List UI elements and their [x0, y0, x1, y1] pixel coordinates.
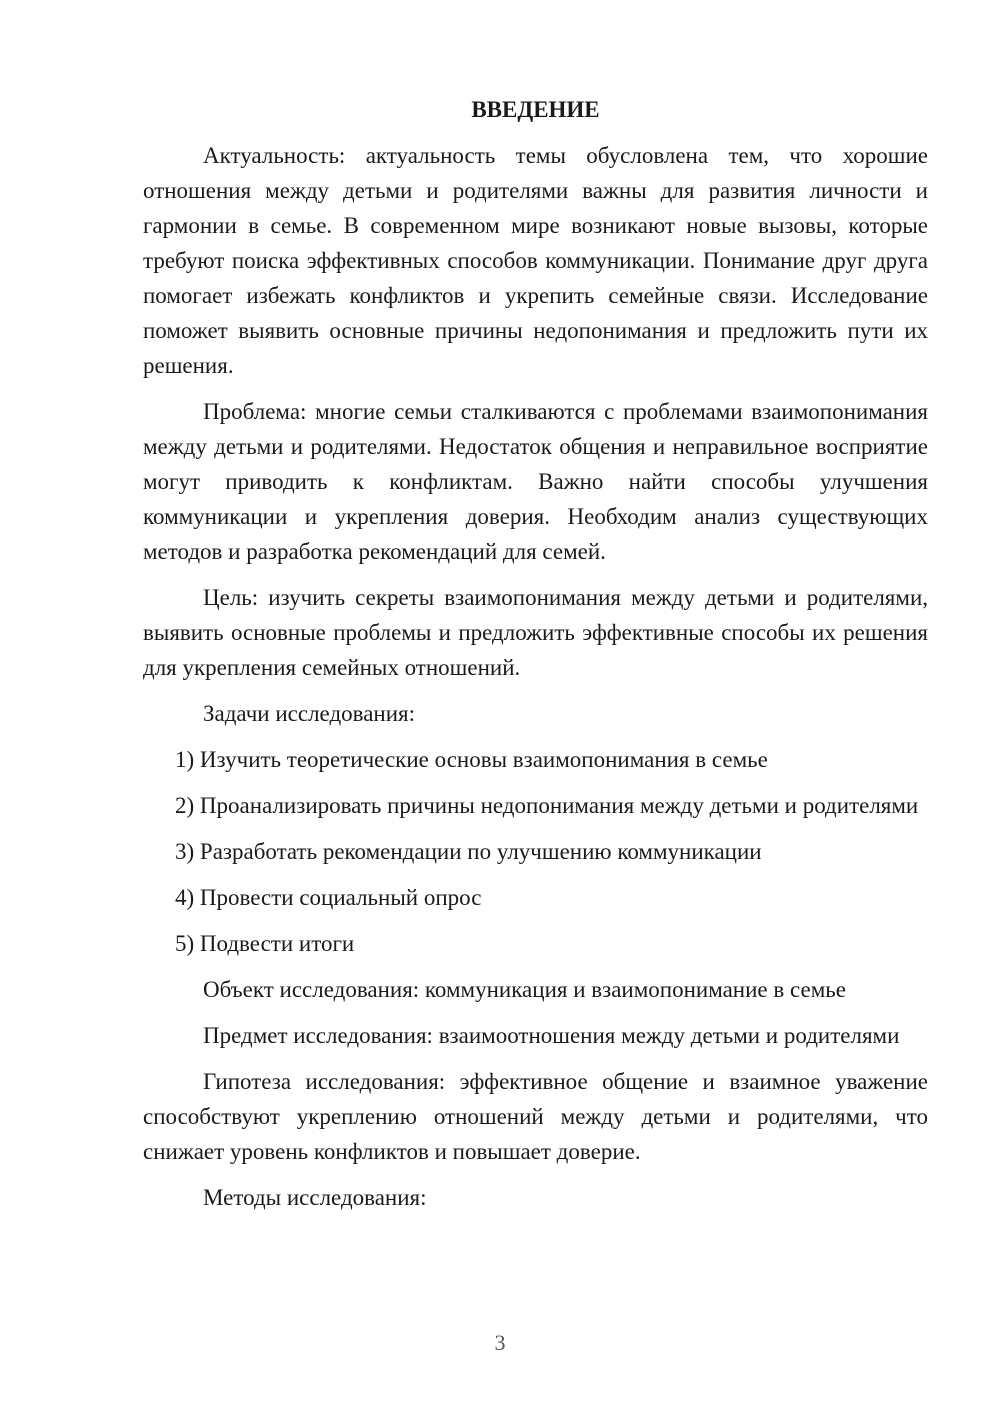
- paragraph-relevance: Актуальность: актуальность темы обусловлена тем, что хорошие отношения между детьми и родителями важны для развития личности и гармонии в семье. В современном мире возникают новые вызовы, которые требуют поиска эффективных способов коммуникации. Понимание друг друга помогает избежать конфликтов и укрепить семейные связи. Исследование поможет выявить основные причины недопонимания и предложить пути их решения.: [143, 143, 928, 378]
- paragraph-subject: Предмет исследования: взаимоотношения между детьми и родителями: [203, 1023, 900, 1048]
- paragraph-hypothesis: Гипотеза исследования: эффективное общение и взаимное уважение способствуют укреплению отношений между детьми и родителями, что снижает уровень конфликтов и повышает доверие.: [143, 1069, 928, 1164]
- paragraph-methods: Методы исследования:: [203, 1185, 427, 1210]
- paragraph-problem: Проблема: многие семьи сталкиваются с проблемами взаимопонимания между детьми и родителями. Недостаток общения и неправильное восприятие могут приводить к конфликтам. Важно найти способы улучшения коммуникации и укрепления доверия. Необходим анализ существующих методов и разработка рекомендаций для семей.: [143, 399, 928, 564]
- task-item-2: 2) Проанализировать причины недопонимания между детьми и родителями: [175, 793, 919, 818]
- task-item-1: 1) Изучить теоретические основы взаимопонимания в семье: [175, 747, 768, 772]
- section-title: ВВЕДЕНИЕ: [471, 97, 600, 122]
- paragraph-goal: Цель: изучить секреты взаимопонимания между детьми и родителями, выявить основные проблемы и предложить эффективные способы их решения для укрепления семейных отношений.: [143, 585, 928, 680]
- task-item-4: 4) Провести социальный опрос: [175, 885, 482, 910]
- paragraph-tasks-heading: Задачи исследования:: [203, 701, 416, 726]
- page-number: 3: [494, 1330, 506, 1355]
- page-content: [143, 92, 928, 1226]
- paragraph-object: Объект исследования: коммуникация и взаимопонимание в семье: [203, 977, 846, 1002]
- task-item-3: 3) Разработать рекомендации по улучшению коммуникации: [175, 839, 762, 864]
- task-item-5: 5) Подвести итоги: [175, 931, 355, 956]
